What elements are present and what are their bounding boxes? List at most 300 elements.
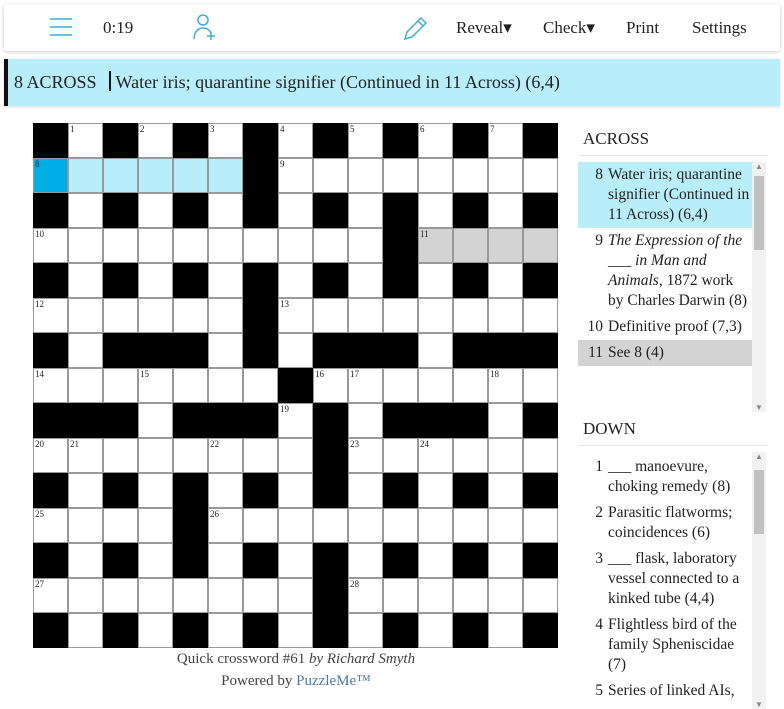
black-cell [33, 193, 68, 228]
black-cell [313, 193, 348, 228]
grid-cell[interactable] [348, 193, 383, 228]
grid-cell[interactable] [278, 543, 313, 578]
grid-cell[interactable] [33, 508, 68, 543]
black-cell [313, 578, 348, 613]
clue-item[interactable] [578, 612, 752, 678]
scroll-down-icon[interactable]: ▼ [755, 403, 763, 412]
grid-cell[interactable] [418, 473, 453, 508]
cell-number: 13 [280, 299, 289, 309]
clue-body: , 1872 work by Charles Darwin (8) [608, 272, 748, 309]
clue-item[interactable] [578, 678, 752, 704]
grid-cell[interactable] [138, 508, 173, 543]
cell-number: 28 [350, 579, 359, 589]
reveal-menu[interactable]: Reveal▾ [456, 18, 512, 37]
grid-cell[interactable] [348, 228, 383, 263]
grid-cell[interactable] [33, 228, 68, 263]
grid-cell[interactable] [278, 473, 313, 508]
grid-cell[interactable] [453, 578, 488, 613]
black-cell [103, 333, 138, 368]
puzzle-credit [33, 651, 559, 668]
scroll-down-icon[interactable]: ▼ [755, 700, 763, 709]
black-cell [383, 123, 418, 158]
grid-cell[interactable] [453, 298, 488, 333]
grid-cell[interactable] [208, 123, 243, 158]
grid-cell[interactable] [488, 193, 523, 228]
down-clue-list[interactable] [578, 452, 768, 709]
grid-cell[interactable] [138, 438, 173, 473]
grid-cell[interactable] [453, 508, 488, 543]
grid-cell[interactable] [138, 473, 173, 508]
grid-cell[interactable] [138, 158, 173, 193]
grid-cell[interactable] [208, 473, 243, 508]
grid-cell[interactable] [208, 543, 243, 578]
cell-number: 19 [280, 404, 289, 414]
check-menu[interactable]: Check▾ [543, 18, 595, 37]
cell-number: 10 [35, 229, 44, 239]
grid-cell[interactable] [488, 158, 523, 193]
grid-cell[interactable] [348, 403, 383, 438]
black-cell [313, 613, 348, 648]
grid-cell[interactable] [418, 263, 453, 298]
grid-cell[interactable] [418, 193, 453, 228]
black-cell [103, 613, 138, 648]
grid-cell[interactable] [488, 403, 523, 438]
grid-cell[interactable] [418, 578, 453, 613]
grid-cell[interactable] [243, 508, 278, 543]
clue-number: 3 [595, 550, 603, 567]
grid-cell[interactable] [68, 473, 103, 508]
black-cell [313, 438, 348, 473]
clue-number: 10 [587, 318, 603, 335]
clue-number: 8 [595, 166, 603, 183]
grid-cell[interactable] [278, 438, 313, 473]
crossword-grid[interactable] [33, 123, 559, 649]
clue-item[interactable] [578, 314, 752, 340]
grid-cell[interactable] [243, 368, 278, 403]
clue-body: Flightless bird of the family Spheniscidae (7) [608, 616, 737, 673]
grid-cell[interactable] [173, 298, 208, 333]
grid-cell[interactable] [68, 543, 103, 578]
grid-cell[interactable] [278, 578, 313, 613]
black-cell [103, 263, 138, 298]
grid-cell[interactable] [208, 333, 243, 368]
grid-cell[interactable] [418, 508, 453, 543]
toolbar [4, 4, 780, 51]
grid-cell[interactable] [453, 438, 488, 473]
grid-cell[interactable] [418, 613, 453, 648]
grid-cell[interactable] [68, 298, 103, 333]
grid-cell[interactable] [138, 368, 173, 403]
grid-cell[interactable] [488, 438, 523, 473]
clue-text [608, 457, 750, 497]
cell-number: 23 [350, 439, 359, 449]
clue-body: See 8 (4) [608, 344, 664, 361]
grid-cell[interactable] [313, 508, 348, 543]
grid-cell[interactable] [488, 298, 523, 333]
black-cell [173, 193, 208, 228]
black-cell [173, 508, 208, 543]
grid-cell[interactable] [138, 228, 173, 263]
cell-number: 20 [35, 439, 44, 449]
grid-cell[interactable] [208, 158, 243, 193]
grid-cell[interactable] [348, 578, 383, 613]
grid-cell[interactable] [488, 263, 523, 298]
grid-cell[interactable] [348, 438, 383, 473]
grid-cell[interactable] [418, 123, 453, 158]
black-cell [523, 473, 558, 508]
grid-cell[interactable] [418, 298, 453, 333]
clue-body: Water iris; quarantine signifier (Continued in 11 Across) (6,4) [608, 166, 750, 223]
black-cell [243, 193, 278, 228]
grid-cell[interactable] [173, 228, 208, 263]
grid-cell[interactable] [348, 158, 383, 193]
across-heading: ACROSS [578, 129, 768, 156]
clue-body: ___ flask, laboratory vessel connected to a kinked tube (4,4) [608, 550, 740, 607]
across-panel [578, 129, 768, 412]
current-clue-bar [4, 59, 780, 106]
current-clue-label: 8 ACROSS [14, 72, 97, 92]
grid-cell[interactable] [383, 578, 418, 613]
grid-cell[interactable] [348, 123, 383, 158]
black-cell [453, 193, 488, 228]
clue-number: 9 [595, 232, 603, 249]
clue-text [608, 165, 750, 225]
grid-cell[interactable] [33, 368, 68, 403]
black-cell [383, 403, 418, 438]
clue-text [608, 681, 735, 701]
black-cell [173, 263, 208, 298]
grid-cell[interactable] [173, 578, 208, 613]
black-cell [173, 333, 208, 368]
grid-cell[interactable] [313, 158, 348, 193]
across-scrollbar[interactable] [752, 162, 766, 412]
scrollbar-thumb[interactable] [754, 470, 764, 534]
grid-cell[interactable] [418, 368, 453, 403]
grid-cell[interactable] [173, 438, 208, 473]
clue-item[interactable] [578, 162, 752, 228]
grid-cell[interactable] [488, 368, 523, 403]
grid-cell[interactable] [278, 508, 313, 543]
cell-number: 24 [420, 439, 429, 449]
scrollbar-thumb[interactable] [754, 176, 764, 250]
grid-cell[interactable] [488, 543, 523, 578]
settings-button[interactable]: Settings [692, 18, 747, 37]
cell-number: 12 [35, 299, 44, 309]
black-cell [383, 613, 418, 648]
grid-cell[interactable] [138, 578, 173, 613]
clue-item[interactable] [578, 340, 752, 366]
grid-cell[interactable] [243, 578, 278, 613]
grid-cell[interactable] [488, 578, 523, 613]
print-button[interactable]: Print [626, 18, 660, 37]
grid-cell[interactable] [278, 333, 313, 368]
hamburger-icon[interactable] [49, 4, 73, 51]
puzzle-author: by Richard Smyth [308, 651, 416, 667]
grid-cell[interactable] [173, 158, 208, 193]
black-cell [173, 613, 208, 648]
grid-cell[interactable] [68, 193, 103, 228]
grid-cell[interactable] [33, 298, 68, 333]
black-cell [523, 123, 558, 158]
clue-number: 5 [595, 682, 603, 699]
grid-cell[interactable] [138, 298, 173, 333]
grid-cell[interactable] [208, 228, 243, 263]
grid-cell[interactable] [138, 263, 173, 298]
black-cell [243, 613, 278, 648]
grid-cell[interactable] [418, 228, 453, 263]
black-cell [173, 123, 208, 158]
grid-cell[interactable] [383, 158, 418, 193]
grid-cell[interactable] [138, 613, 173, 648]
grid-cell[interactable] [418, 543, 453, 578]
grid-cell[interactable] [383, 508, 418, 543]
grid-cell[interactable] [208, 193, 243, 228]
black-cell [33, 123, 68, 158]
grid-cell[interactable] [68, 508, 103, 543]
grid-cell[interactable] [208, 368, 243, 403]
grid-cell[interactable] [383, 368, 418, 403]
black-cell [243, 298, 278, 333]
clue-number: 11 [588, 344, 603, 361]
clue-item[interactable] [578, 500, 752, 546]
black-cell [383, 543, 418, 578]
cell-number: 26 [210, 509, 219, 519]
grid-cell[interactable] [103, 228, 138, 263]
clue-number: 2 [595, 504, 603, 521]
grid-cell[interactable] [103, 508, 138, 543]
grid-cell[interactable] [313, 368, 348, 403]
black-cell [33, 543, 68, 578]
black-cell [243, 543, 278, 578]
clue-body: Definitive proof (7,3) [608, 318, 742, 335]
puzzle-title: Quick crossword #61 [176, 651, 306, 667]
grid-cell[interactable] [348, 508, 383, 543]
grid-cell[interactable] [453, 368, 488, 403]
grid-cell[interactable] [488, 508, 523, 543]
grid-cell[interactable] [488, 228, 523, 263]
grid-cell[interactable] [68, 333, 103, 368]
down-scrollbar[interactable] [752, 452, 766, 709]
grid-cell[interactable] [383, 438, 418, 473]
grid-cell[interactable] [138, 543, 173, 578]
black-cell [453, 543, 488, 578]
grid-cell[interactable] [488, 123, 523, 158]
cell-number: 16 [315, 369, 324, 379]
grid-cell[interactable] [418, 158, 453, 193]
cell-number: 14 [35, 369, 44, 379]
black-cell [103, 473, 138, 508]
grid-cell[interactable] [33, 158, 68, 193]
black-cell [523, 613, 558, 648]
grid-cell[interactable] [278, 403, 313, 438]
grid-cell[interactable] [68, 578, 103, 613]
black-cell [313, 473, 348, 508]
cell-number: 25 [35, 509, 44, 519]
grid-cell[interactable] [208, 438, 243, 473]
grid-cell[interactable] [523, 368, 558, 403]
grid-cell[interactable] [278, 263, 313, 298]
clue-text [608, 231, 750, 311]
grid-cell[interactable] [278, 228, 313, 263]
black-cell [33, 473, 68, 508]
cell-number: 3 [210, 124, 215, 134]
cell-number: 11 [420, 229, 429, 239]
grid-cell[interactable] [33, 578, 68, 613]
black-cell [523, 403, 558, 438]
add-user-icon[interactable] [192, 4, 218, 51]
grid-cell[interactable] [68, 613, 103, 648]
grid-cell[interactable] [523, 438, 558, 473]
grid-cell[interactable] [278, 193, 313, 228]
grid-cell[interactable] [103, 578, 138, 613]
grid-cell[interactable] [68, 123, 103, 158]
grid-cell[interactable] [138, 123, 173, 158]
timer: 0:19 [103, 18, 134, 37]
pencil-icon[interactable] [401, 4, 427, 51]
black-cell [243, 263, 278, 298]
clue-body: Series of linked AIs, [608, 682, 735, 699]
grid-cell[interactable] [488, 473, 523, 508]
black-cell [33, 613, 68, 648]
black-cell [103, 193, 138, 228]
grid-cell[interactable] [278, 123, 313, 158]
black-cell [313, 333, 348, 368]
grid-cell[interactable] [383, 298, 418, 333]
grid-cell[interactable] [348, 368, 383, 403]
clue-text [608, 317, 742, 337]
grid-cell[interactable] [138, 403, 173, 438]
grid-cell[interactable] [313, 298, 348, 333]
divider [109, 71, 111, 91]
black-cell [138, 333, 173, 368]
black-cell [313, 263, 348, 298]
black-cell [523, 263, 558, 298]
black-cell [243, 473, 278, 508]
grid-cell[interactable] [208, 508, 243, 543]
black-cell [173, 403, 208, 438]
black-cell [243, 123, 278, 158]
grid-cell[interactable] [418, 333, 453, 368]
black-cell [278, 368, 313, 403]
grid-cell[interactable] [488, 613, 523, 648]
grid-cell[interactable] [103, 368, 138, 403]
grid-cell[interactable] [348, 298, 383, 333]
grid-cell[interactable] [313, 228, 348, 263]
grid-cell[interactable] [453, 158, 488, 193]
black-cell [208, 403, 243, 438]
grid-cell[interactable] [68, 368, 103, 403]
black-cell [453, 613, 488, 648]
current-clue-text: Water iris; quarantine signifier (Continued in 11 Across) (6,4) [115, 72, 560, 92]
powered-by-label: Powered by [221, 673, 293, 689]
grid-cell[interactable] [243, 438, 278, 473]
cell-number: 1 [70, 124, 75, 134]
grid-cell[interactable] [173, 368, 208, 403]
black-cell [348, 333, 383, 368]
clue-number: 4 [595, 616, 603, 633]
grid-cell[interactable] [348, 263, 383, 298]
cell-number: 6 [420, 124, 425, 134]
grid-cell[interactable] [208, 298, 243, 333]
grid-cell[interactable] [208, 613, 243, 648]
grid-cell[interactable] [453, 228, 488, 263]
black-cell [383, 333, 418, 368]
grid-cell[interactable] [523, 578, 558, 613]
grid-cell[interactable] [208, 263, 243, 298]
grid-cell[interactable] [523, 298, 558, 333]
grid-cell[interactable] [348, 613, 383, 648]
grid-cell[interactable] [348, 473, 383, 508]
cell-number: 5 [350, 124, 355, 134]
clue-item[interactable] [578, 454, 752, 500]
grid-cell[interactable] [68, 228, 103, 263]
black-cell [523, 333, 558, 368]
black-cell [173, 473, 208, 508]
grid-cell[interactable] [523, 508, 558, 543]
black-cell [243, 403, 278, 438]
grid-cell[interactable] [278, 298, 313, 333]
grid-cell[interactable] [243, 228, 278, 263]
grid-cell[interactable] [523, 158, 558, 193]
black-cell [383, 473, 418, 508]
black-cell [453, 333, 488, 368]
black-cell [453, 263, 488, 298]
clue-body: ___ manoevure, choking remedy (8) [608, 458, 731, 495]
black-cell [33, 333, 68, 368]
down-panel [578, 419, 768, 709]
black-cell [383, 193, 418, 228]
scroll-up-icon[interactable]: ▲ [755, 162, 763, 171]
black-cell [523, 193, 558, 228]
grid-cell[interactable] [68, 263, 103, 298]
grid-cell[interactable] [103, 438, 138, 473]
grid-cell[interactable] [278, 613, 313, 648]
grid-cell[interactable] [103, 298, 138, 333]
clue-number: 1 [595, 458, 603, 475]
puzzleme-link[interactable]: PuzzleMe™ [296, 673, 371, 689]
grid-cell[interactable] [68, 438, 103, 473]
clue-body: Parasitic flatworms; coincidences (6) [608, 504, 733, 541]
black-cell [313, 123, 348, 158]
scroll-up-icon[interactable]: ▲ [755, 452, 763, 461]
grid-cell[interactable] [278, 158, 313, 193]
black-cell [33, 403, 68, 438]
grid-cell[interactable] [418, 438, 453, 473]
clue-item[interactable] [578, 228, 752, 314]
black-cell [418, 403, 453, 438]
black-cell [383, 263, 418, 298]
black-cell [103, 543, 138, 578]
cell-number: 22 [210, 439, 219, 449]
grid-cell[interactable] [103, 158, 138, 193]
grid-cell[interactable] [68, 158, 103, 193]
black-cell [103, 403, 138, 438]
black-cell [523, 543, 558, 578]
black-cell [488, 333, 523, 368]
grid-cell[interactable] [348, 543, 383, 578]
black-cell [453, 123, 488, 158]
grid-cell[interactable] [208, 578, 243, 613]
across-clue-list[interactable] [578, 162, 768, 412]
grid-cell[interactable] [138, 193, 173, 228]
cell-number: 2 [140, 124, 145, 134]
cell-number: 18 [490, 369, 499, 379]
black-cell [313, 543, 348, 578]
grid-cell[interactable] [33, 438, 68, 473]
black-cell [243, 333, 278, 368]
grid-cell[interactable] [523, 228, 558, 263]
clue-item[interactable] [578, 546, 752, 612]
